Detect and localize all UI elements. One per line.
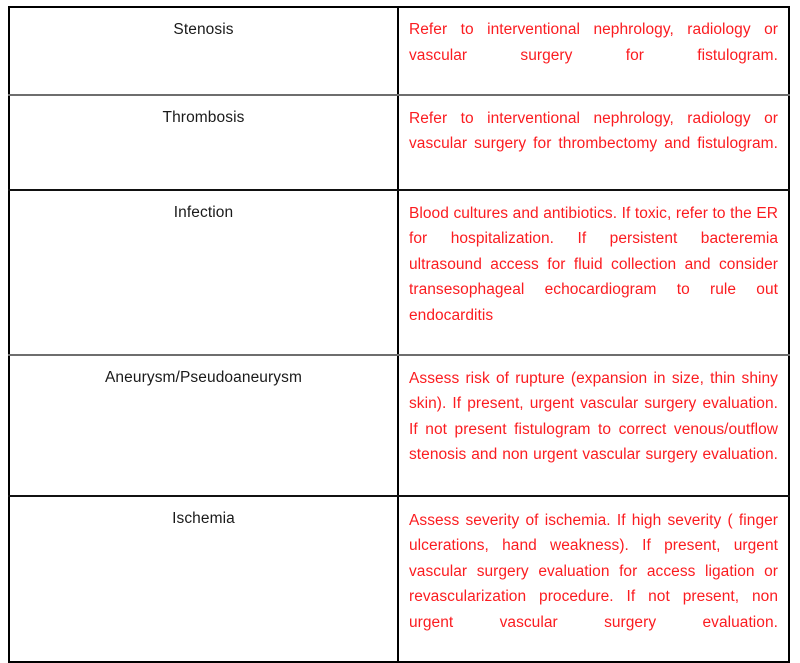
complications-table [8,6,790,663]
action-cell [398,190,789,355]
action-text: Refer to interventional nephrology, radiology or vascular surgery for fistulogram. [409,21,778,64]
condition-cell [9,355,398,496]
action-text: Assess risk of rupture (expansion in size, thin shiny skin). If present, urgent vascular surgery evaluation. If not present fistulogram to correct venous/outflow stenosis and non urgent vascular surgery evaluation. [409,369,778,463]
condition-label: Infection [173,203,234,221]
table-row [9,95,789,190]
table-row [9,7,789,95]
condition-label: Stenosis [173,21,234,38]
condition-label: Aneurysm/Pseudoaneurysm [104,368,302,386]
action-cell [398,496,789,662]
action-cell [398,355,789,496]
condition-cell [9,496,398,662]
table-row [9,496,789,662]
table-row [9,355,789,496]
action-cell [398,95,789,190]
action-text: Refer to interventional nephrology, radiology or vascular surgery for thrombectomy and fistulogram. [409,109,778,152]
action-cell [398,7,789,95]
condition-cell [9,7,398,95]
condition-cell [9,95,398,190]
condition-label: Thrombosis [162,108,245,126]
table-row [9,190,789,355]
condition-cell [9,190,398,355]
action-text: Blood cultures and antibiotics. If toxic, refer to the ER for hospitalization. If persistent bacteremia ultrasound access for fluid collection and consider transesophageal echocardiogram to rule out endocarditis [409,204,778,324]
condition-label: Ischemia [172,509,235,527]
action-text: Assess severity of ischemia. If high severity ( finger ulcerations, hand weakness). If present, urgent vascular surgery evaluation for access ligation or revascularization procedure. If not present, non urgent vascular surgery evaluation. [409,511,778,631]
